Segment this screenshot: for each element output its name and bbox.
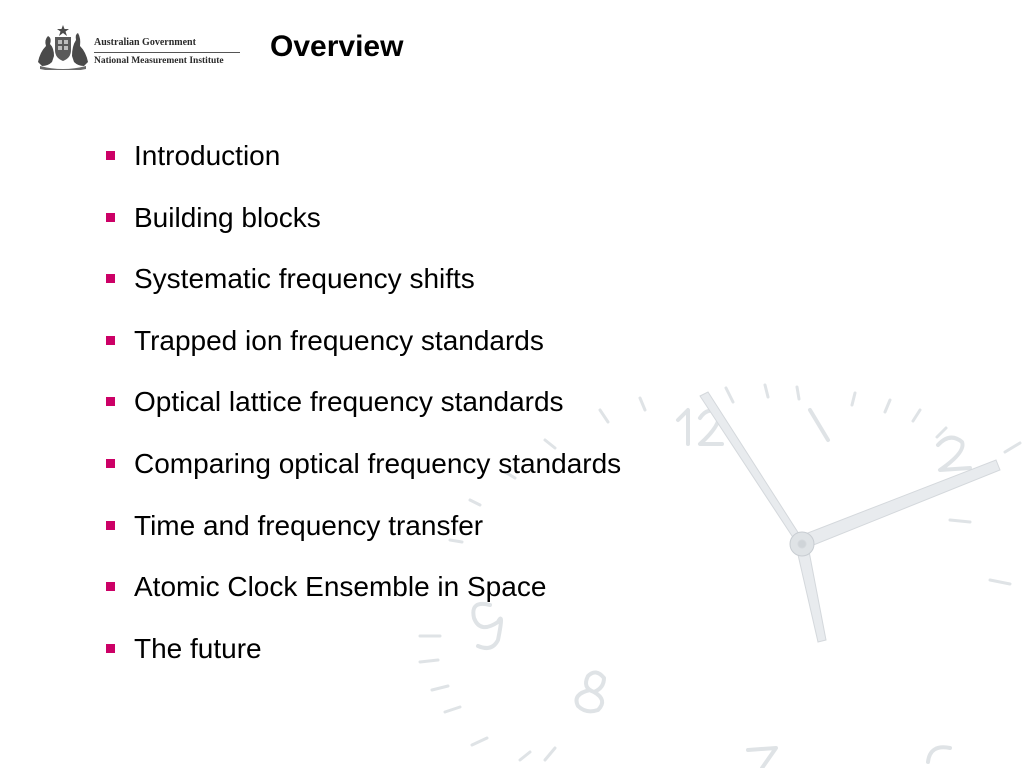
bullet-square-icon	[106, 336, 115, 345]
organisation-logo	[34, 24, 244, 70]
institute-name: National Measurement Institute	[94, 56, 224, 66]
bullet-item	[106, 508, 621, 570]
bullet-item	[106, 200, 621, 262]
bullet-text: The future	[134, 632, 262, 664]
bullet-text: Atomic Clock Ensemble in Space	[134, 571, 547, 603]
bullet-square-icon	[106, 459, 115, 468]
bullet-item	[106, 384, 621, 446]
slide-title: Overview	[270, 30, 404, 63]
bullet-square-icon	[106, 397, 115, 406]
government-name: Australian Government	[94, 37, 196, 48]
bullet-item	[106, 323, 621, 385]
bullet-square-icon	[106, 151, 115, 160]
coat-of-arms-icon	[34, 24, 92, 70]
bullet-item	[106, 138, 621, 200]
bullet-text: Building blocks	[134, 201, 321, 233]
bullet-square-icon	[106, 644, 115, 653]
bullet-text: Systematic frequency shifts	[134, 263, 475, 295]
bullet-text: Time and frequency transfer	[134, 509, 484, 541]
bullet-text: Optical lattice frequency standards	[134, 386, 564, 418]
bullet-text: Trapped ion frequency standards	[134, 324, 544, 356]
organisation-name	[94, 37, 242, 67]
overview-bullet-list	[106, 138, 621, 692]
bullet-square-icon	[106, 521, 115, 530]
bullet-square-icon	[106, 274, 115, 283]
bullet-text: Comparing optical frequency standards	[134, 447, 622, 479]
bullet-square-icon	[106, 582, 115, 591]
bullet-text: Introduction	[134, 140, 281, 171]
bullet-item	[106, 569, 621, 631]
bullet-item	[106, 446, 621, 508]
bullet-item	[106, 261, 621, 323]
logo-divider	[94, 52, 240, 53]
bullet-item	[106, 631, 621, 693]
bullet-square-icon	[106, 213, 115, 222]
